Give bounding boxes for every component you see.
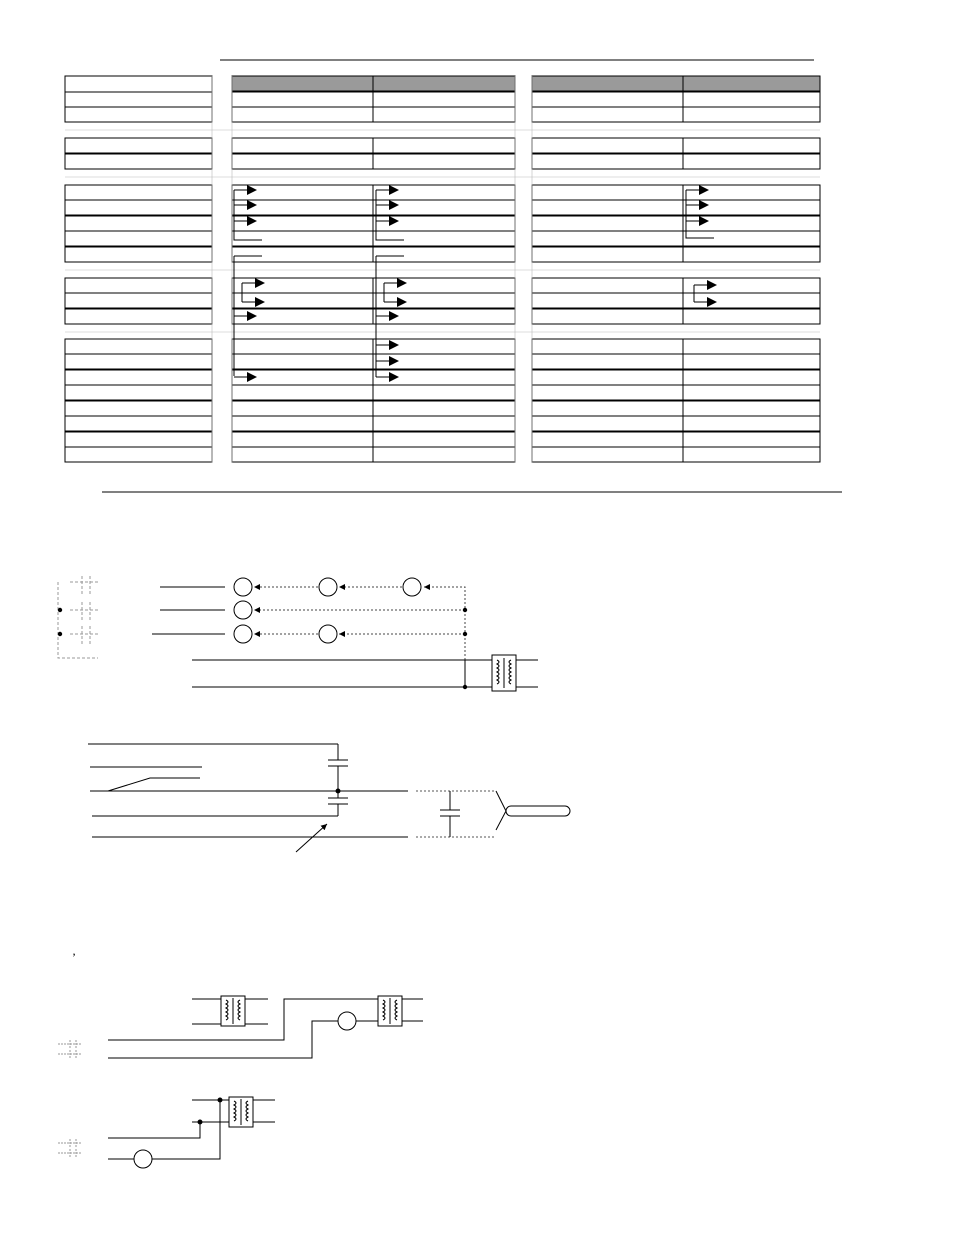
table-cell [532,293,683,308]
table-cell [373,216,515,231]
signal-flow-diagram [58,576,538,691]
table-cell [65,185,212,200]
table-cell [532,138,683,153]
table-cell [232,339,373,354]
table-cell [683,107,820,122]
table-cell [532,231,683,246]
table-cell [65,354,212,369]
table-cell [683,354,820,369]
table-cell [232,138,373,153]
table-cell [232,231,373,246]
table-cell [683,416,820,431]
table-cell [65,92,212,107]
jack-dot-2 [58,632,62,636]
table-cell [65,385,212,400]
transformer-chain-diagram-2 [58,1097,275,1168]
node-circle-1c [403,578,421,596]
transformer-4 [229,1097,253,1127]
table-cell [532,385,683,400]
table-cell [232,401,373,416]
table-cell [65,278,212,293]
node-circle-1b [319,578,337,596]
table-cell [65,416,212,431]
table-cell [65,231,212,246]
table-cell [232,278,373,293]
table-cell [232,247,373,262]
table-cell [232,354,373,369]
table-cell [373,416,515,431]
table-cell [532,247,683,262]
table-cell [532,107,683,122]
table-cell [232,216,373,231]
table-cell [532,92,683,107]
table-cell [373,278,515,293]
table-cell [65,216,212,231]
table-cell [683,247,820,262]
table-cell [532,278,683,293]
table-cell [683,216,820,231]
table-cell [232,432,373,447]
table-cell [373,432,515,447]
table-cell [232,92,373,107]
table-cell [373,293,515,308]
table-cell [65,293,212,308]
node-circle-5 [134,1150,152,1168]
table-cell [532,432,683,447]
jack-dot-1 [58,608,62,612]
table-cell [532,309,683,324]
apostrophe-mark: ’ [72,950,76,964]
node-circle-4 [338,1012,356,1030]
table-cell [532,370,683,385]
table-cell [373,92,515,107]
table-cell [683,447,820,462]
node-circle-1a [234,578,252,596]
transformer-2 [221,996,245,1026]
table-cell [373,200,515,215]
table-cell [373,247,515,262]
table-cell [373,138,515,153]
transformer-chain-diagram-1 [58,996,423,1058]
table-cell [65,401,212,416]
table-cell [232,185,373,200]
pointer-arrow [296,824,327,852]
table-cell [232,107,373,122]
table-cell [683,401,820,416]
table-cell [532,401,683,416]
function-table [65,76,820,463]
table-cell [65,138,212,153]
table-cell [65,200,212,215]
table-cell [65,247,212,262]
table-cell [373,401,515,416]
table-cell [683,92,820,107]
table-cell [532,154,683,169]
table-cell [683,154,820,169]
table-cell [65,370,212,385]
table-cell [65,154,212,169]
table-cell [532,339,683,354]
table-cell [232,154,373,169]
node-circle-3b [319,625,337,643]
table-cell [683,138,820,153]
table-cell [373,339,515,354]
table-cell [232,385,373,400]
table-cell [532,447,683,462]
table-cell [373,385,515,400]
table-cell [232,200,373,215]
node-circle-3a [234,625,252,643]
table-cell [532,185,683,200]
table-cell [232,293,373,308]
transformer-1 [492,655,516,691]
jack-symbol-left [58,576,98,658]
table-cell [65,447,212,462]
table-cell [683,293,820,308]
table-cell [232,416,373,431]
table-cell [65,309,212,324]
table-cell [683,185,820,200]
table-cell [232,447,373,462]
table-cell [532,216,683,231]
table-cell [683,432,820,447]
table-cell [373,154,515,169]
probe-body [506,806,570,816]
table-header-block-2 [532,76,820,91]
table-cell [373,231,515,246]
table-cell [373,185,515,200]
table-cell [683,200,820,215]
table-cell [683,309,820,324]
table-cell [532,200,683,215]
table-cell [532,354,683,369]
table-cell [65,432,212,447]
node-circle-2a [234,601,252,619]
table-header-label-cell [65,76,212,92]
capacitor-probe-diagram [88,744,570,852]
transformer-3 [378,996,402,1026]
table-cell [65,339,212,354]
table-cell [532,416,683,431]
table-cell [373,107,515,122]
table-cell [683,339,820,354]
table-cell [373,447,515,462]
table-cell [65,107,212,122]
table-cell [683,370,820,385]
table-cell [683,385,820,400]
